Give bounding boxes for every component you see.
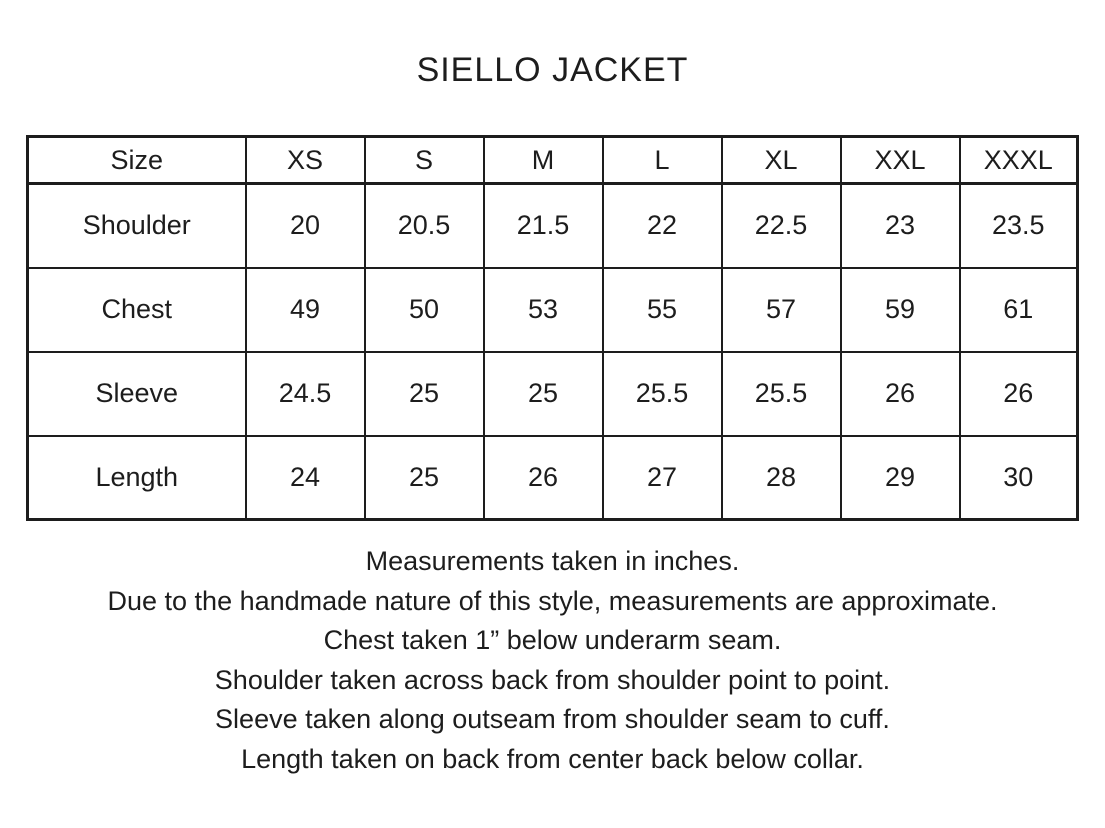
measurement-cell: 61 (960, 268, 1078, 352)
note-line: Due to the handmade nature of this style, measurements are approximate. (107, 585, 998, 616)
column-header-xl: XL (722, 137, 841, 184)
measurement-cell: 27 (603, 436, 722, 520)
row-label-sleeve: Sleeve (28, 352, 246, 436)
row-label-chest: Chest (28, 268, 246, 352)
size-table-body (28, 184, 1078, 520)
measurement-cell: 24.5 (246, 352, 365, 436)
measurement-cell: 24 (246, 436, 365, 520)
column-header-xxxl: XXXL (960, 137, 1078, 184)
note-line: Length taken on back from center back below collar. (241, 743, 864, 774)
column-header-size: Size (28, 137, 246, 184)
measurement-cell: 22.5 (722, 184, 841, 268)
column-header-m: M (484, 137, 603, 184)
measurement-cell: 25.5 (722, 352, 841, 436)
table-row (28, 436, 1078, 520)
measurement-cell: 25 (365, 352, 484, 436)
measurement-cell: 50 (365, 268, 484, 352)
column-header-l: L (603, 137, 722, 184)
column-header-xxl: XXL (841, 137, 960, 184)
measurement-cell: 26 (484, 436, 603, 520)
measurement-cell: 28 (722, 436, 841, 520)
measurement-cell: 29 (841, 436, 960, 520)
measurement-cell: 23.5 (960, 184, 1078, 268)
size-chart-table (26, 135, 1079, 521)
measurement-cell: 22 (603, 184, 722, 268)
measurement-notes (0, 542, 1105, 779)
note-line: Chest taken 1” below underarm seam. (323, 625, 782, 655)
note-line: Measurements taken in inches. (365, 546, 740, 576)
measurement-cell: 49 (246, 268, 365, 352)
page-title: SIELLO JACKET (416, 51, 689, 89)
measurement-cell: 30 (960, 436, 1078, 520)
measurement-cell: 20 (246, 184, 365, 268)
measurement-cell: 55 (603, 268, 722, 352)
measurement-cell: 21.5 (484, 184, 603, 268)
table-row (28, 268, 1078, 352)
measurement-cell: 20.5 (365, 184, 484, 268)
measurement-cell: 57 (722, 268, 841, 352)
measurement-cell: 25 (365, 436, 484, 520)
table-row (28, 352, 1078, 436)
column-header-xs: XS (246, 137, 365, 184)
measurement-cell: 53 (484, 268, 603, 352)
measurement-cell: 26 (841, 352, 960, 436)
size-table-header-row (28, 137, 1078, 184)
note-line: Shoulder taken across back from shoulder point to point. (214, 664, 891, 695)
measurement-cell: 59 (841, 268, 960, 352)
column-header-s: S (365, 137, 484, 184)
row-label-shoulder: Shoulder (28, 184, 246, 268)
note-line: Sleeve taken along outseam from shoulder seam to cuff. (215, 704, 890, 734)
measurement-cell: 26 (960, 352, 1078, 436)
measurement-cell: 25 (484, 352, 603, 436)
table-row (28, 184, 1078, 268)
row-label-length: Length (28, 436, 246, 520)
measurement-cell: 23 (841, 184, 960, 268)
measurement-cell: 25.5 (603, 352, 722, 436)
